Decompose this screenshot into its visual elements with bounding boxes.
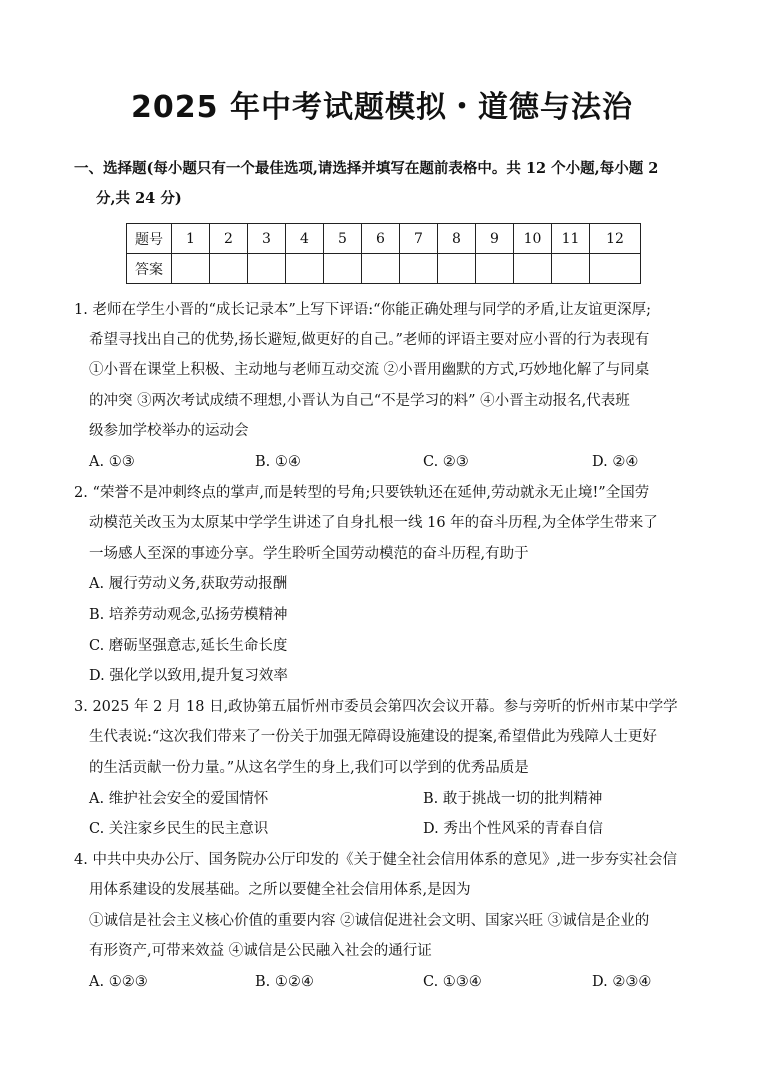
section-heading-line2: 分,共 24 分): [96, 190, 182, 207]
question-4-line3: ①诚信是社会主义核心价值的重要内容 ②诚信促进社会文明、国家兴旺 ③诚信是企业的: [89, 913, 650, 929]
answer-cell[interactable]: [362, 254, 400, 284]
question-2-option-c: C. 磨砺坚强意志,延长生命长度: [89, 638, 288, 654]
table-cell-number: 1: [172, 224, 210, 254]
table-cell-number: 9: [476, 224, 514, 254]
question-3-line3: 的生活贡献一份力量。”从这名学生的身上,我们可以学到的优秀品质是: [89, 760, 529, 776]
answer-cell[interactable]: [438, 254, 476, 284]
table-cell-number: 12: [590, 224, 641, 254]
question-3-option-b: B. 敢于挑战一切的批判精神: [423, 791, 603, 807]
answer-cell[interactable]: [210, 254, 248, 284]
table-cell-number: 2: [210, 224, 248, 254]
question-1-line4: 的冲突 ③两次考试成绩不理想,小晋认为自己“不是学习的料” ④小晋主动报名,代表班: [89, 393, 630, 409]
question-2-option-d: D. 强化学以致用,提升复习效率: [89, 668, 288, 684]
page-title: 2025 年中考试题模拟・道德与法治: [131, 90, 633, 125]
question-1-option-c: C. ②③: [423, 454, 469, 470]
question-2-line2: 动模范关改玉为太原某中学学生讲述了自身扎根一线 16 年的奋斗历程,为全体学生带来了: [89, 515, 658, 531]
table-cell-number: 10: [514, 224, 552, 254]
question-1-option-a: A. ①③: [89, 454, 135, 470]
question-3-line1: 3. 2025 年 2 月 18 日,政协第五届忻州市委员会第四次会议开幕。参与旁听的忻州市某中学学: [74, 699, 678, 715]
table-row-label: 答案: [127, 254, 172, 284]
table-cell-number: 3: [248, 224, 286, 254]
question-1-option-b: B. ①④: [255, 454, 301, 470]
table-cell-number: 4: [286, 224, 324, 254]
question-3-option-c: C. 关注家乡民生的民主意识: [89, 821, 269, 837]
question-1-line5: 级参加学校举办的运动会: [89, 423, 249, 439]
answer-cell[interactable]: [590, 254, 641, 284]
question-3-line2: 生代表说:“这次我们带来了一份关于加强无障碍设施建设的提案,希望借此为残障人士更好: [89, 729, 657, 745]
question-4-option-b: B. ①②④: [255, 974, 314, 990]
question-4-option-c: C. ①③④: [423, 974, 482, 990]
question-2-option-b: B. 培养劳动观念,弘扬劳模精神: [89, 607, 288, 623]
question-2-line1: 2. “荣誉不是冲刺终点的掌声,而是转型的号角;只要铁轨还在延伸,劳动就永无止境!”全国劳: [74, 485, 650, 501]
answer-table: [126, 223, 641, 284]
question-1-line1: 1. 老师在学生小晋的“成长记录本”上写下评语:“你能正确处理与同学的矛盾,让友谊更深厚;: [74, 302, 652, 318]
question-4-option-d: D. ②③④: [592, 974, 652, 990]
question-1-line3: ①小晋在课堂上积极、主动地与老师互动交流 ②小晋用幽默的方式,巧妙地化解了与同桌: [89, 362, 650, 378]
question-4-option-a: A. ①②③: [89, 974, 148, 990]
answer-table-answer-row: [127, 254, 641, 284]
answer-cell[interactable]: [286, 254, 324, 284]
answer-cell[interactable]: [514, 254, 552, 284]
question-4-line4: 有形资产,可带来效益 ④诚信是公民融入社会的通行证: [89, 943, 432, 959]
question-1-line2: 希望寻找出自己的优势,扬长避短,做更好的自己。”老师的评语主要对应小晋的行为表现有: [89, 332, 650, 348]
question-2-option-a: A. 履行劳动义务,获取劳动报酬: [89, 576, 288, 592]
answer-cell[interactable]: [552, 254, 590, 284]
section-heading-line1: 一、选择题(每小题只有一个最佳选项,请选择并填写在题前表格中。共 12 个小题,每小题 2: [74, 160, 659, 177]
table-cell-number: 6: [362, 224, 400, 254]
table-cell-number: 8: [438, 224, 476, 254]
question-3-option-d: D. 秀出个性风采的青春自信: [423, 821, 603, 837]
answer-cell[interactable]: [324, 254, 362, 284]
answer-cell[interactable]: [400, 254, 438, 284]
answer-cell[interactable]: [476, 254, 514, 284]
table-cell-number: 7: [400, 224, 438, 254]
question-4-line1: 4. 中共中央办公厅、国务院办公厅印发的《关于健全社会信用体系的意见》,进一步夯实社会信: [74, 852, 678, 868]
question-3-option-a: A. 维护社会安全的爱国情怀: [89, 791, 269, 807]
question-1-option-d: D. ②④: [592, 454, 639, 470]
table-cell-number: 11: [552, 224, 590, 254]
table-cell-number: 5: [324, 224, 362, 254]
answer-table-number-row: [127, 224, 641, 254]
question-2-line3: 一场感人至深的事迹分享。学生聆听全国劳动模范的奋斗历程,有助于: [89, 546, 529, 562]
question-4-line2: 用体系建设的发展基础。之所以要健全社会信用体系,是因为: [89, 882, 471, 898]
answer-cell[interactable]: [172, 254, 210, 284]
table-row-label: 题号: [127, 224, 172, 254]
answer-cell[interactable]: [248, 254, 286, 284]
